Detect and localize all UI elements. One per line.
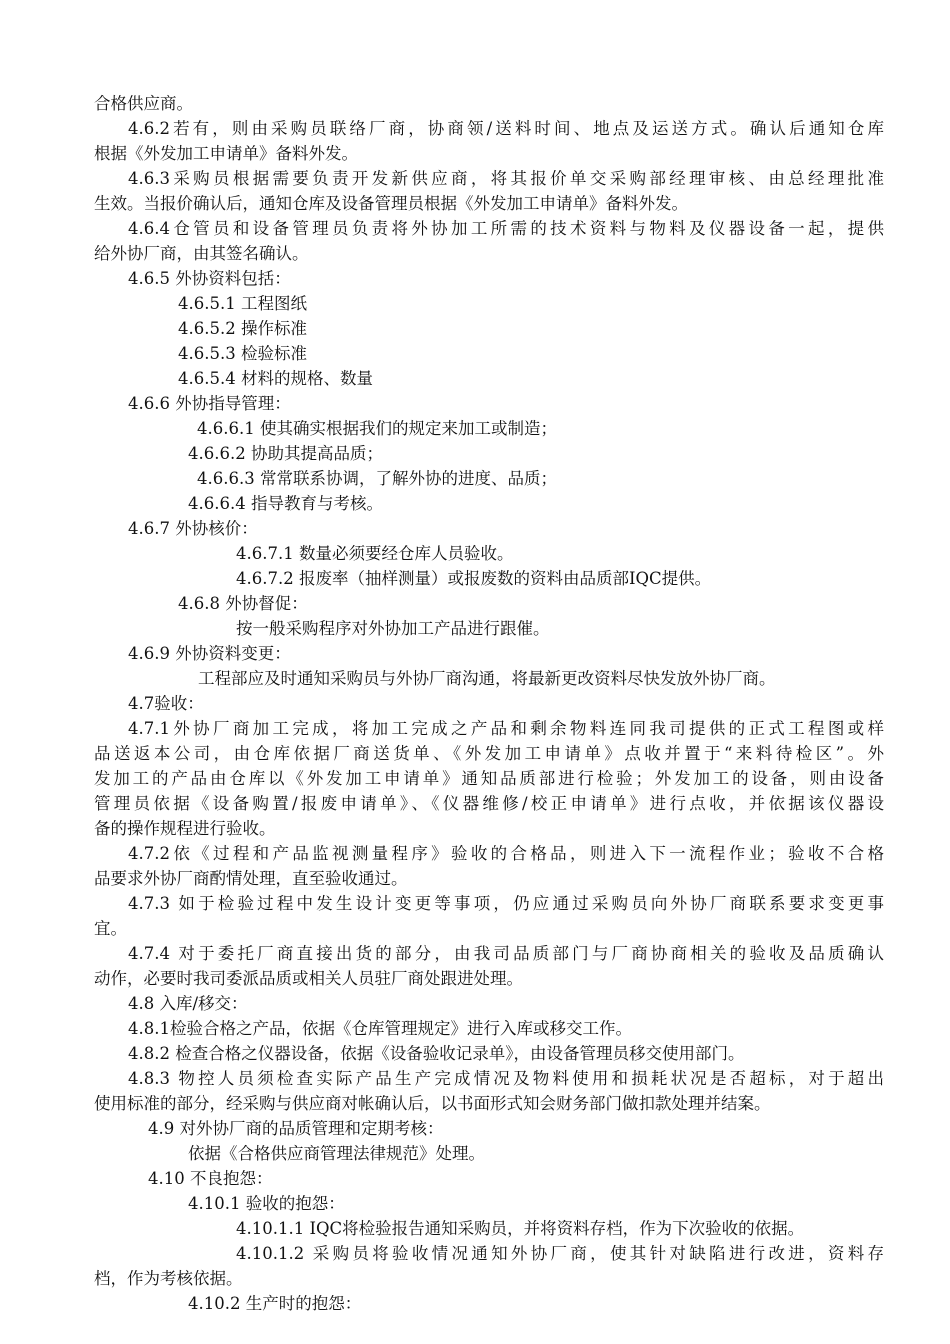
text-line: 生效。当报价确认后，通知仓库及设备管理员根据《外发加工申请单》备料外发。 xyxy=(94,194,688,213)
text-line: 4.6.6.3 常常联系协调，了解外协的进度、品质； xyxy=(197,469,557,488)
text-line: 4.8.3 物控人员须检查实际产品生产完成情况及物料使用和损耗状况是否超标，对于超出 xyxy=(128,1069,884,1088)
text-line: 4.6.7 外协核价： xyxy=(128,519,258,538)
text-line: 合格供应商。 xyxy=(94,94,193,113)
text-line: 4.6.6.2 协助其提高品质； xyxy=(188,444,383,463)
text-line: 宜。 xyxy=(94,919,127,938)
text-line: 4.6.3采购员根据需要负责开发新供应商，将其报价单交采购部经理审核、由总经理批准 xyxy=(128,169,884,188)
text-line: 4.6.7.1 数量必须要经仓库人员验收。 xyxy=(236,544,514,563)
text-line: 4.7.4 对于委托厂商直接出货的部分，由我司品质部门与厂商协商相关的验收及品质确认 xyxy=(128,944,884,963)
text-line: 4.6.9 外协资料变更： xyxy=(128,644,291,663)
text-line: 4.7验收： xyxy=(128,694,204,713)
text-line: 4.6.7.2 报废率（抽样测量）或报废数的资料由品质部IQC提供。 xyxy=(236,569,712,588)
text-line: 4.6.8 外协督促： xyxy=(178,594,308,613)
text-line: 4.7.2依《过程和产品监视测量程序》验收的合格品，则进入下一流程作业；验收不合格 xyxy=(128,844,884,863)
text-line: 使用标准的部分，经采购与供应商对帐确认后，以书面形式知会财务部门做扣款处理并结案。 xyxy=(94,1094,771,1113)
text-line: 4.6.5 外协资料包括： xyxy=(128,269,291,288)
text-line: 4.8.1检验合格之产品，依据《仓库管理规定》进行入库或移交工作。 xyxy=(128,1019,632,1038)
text-line: 4.8.2 检查合格之仪器设备，依据《设备验收记录单》，由设备管理员移交使用部门。 xyxy=(128,1044,745,1063)
text-line: 给外协厂商，由其签名确认。 xyxy=(94,244,309,263)
text-line: 4.6.6 外协指导管理： xyxy=(128,394,291,413)
text-line: 工程部应及时通知采购员与外协厂商沟通，将最新更改资料尽快发放外协厂商。 xyxy=(198,669,776,688)
text-line: 4.9 对外协厂商的品质管理和定期考核： xyxy=(148,1119,444,1138)
text-line: 按一般采购程序对外协加工产品进行跟催。 xyxy=(236,619,550,638)
text-line: 根据《外发加工申请单》备料外发。 xyxy=(94,144,358,163)
text-line: 4.6.5.4 材料的规格、数量 xyxy=(178,369,373,388)
text-line: 4.6.5.2 操作标准 xyxy=(178,319,307,338)
text-line: 依据《合格供应商管理法律规范》处理。 xyxy=(188,1144,485,1163)
text-line: 4.6.6.1 使其确实根据我们的规定来加工或制造； xyxy=(197,419,557,438)
text-line: 4.6.5.1 工程图纸 xyxy=(178,294,307,313)
text-line: 4.6.2若有，则由采购员联络厂商，协商领/送料时间、地点及运送方式。确认后通知仓库 xyxy=(128,119,884,138)
text-line: 4.10.2 生产时的抱怨： xyxy=(188,1294,362,1313)
text-line: 4.6.6.4 指导教育与考核。 xyxy=(188,494,383,513)
text-line: 品送返本公司，由仓库依据厂商送货单、《外发加工申请单》点收并置于“来料待检区”。外 xyxy=(94,744,884,763)
text-line: 4.7.1外协厂商加工完成，将加工完成之产品和剩余物料连同我司提供的正式工程图或样 xyxy=(128,719,884,738)
text-line: 4.10.1 验收的抱怨： xyxy=(188,1194,345,1213)
text-line: 动作，必要时我司委派品质或相关人员驻厂商处跟进处理。 xyxy=(94,969,523,988)
text-line: 4.10 不良抱怨： xyxy=(148,1169,273,1188)
text-line: 4.8 入库/移交： xyxy=(128,994,248,1013)
text-line: 4.10.1.2 采购员将验收情况通知外协厂商，使其针对缺陷进行改进，资料存 xyxy=(236,1244,884,1263)
text-line: 4.6.5.3 检验标准 xyxy=(178,344,307,363)
text-line: 4.6.4仓管员和设备管理员负责将外协加工所需的技术资料与物料及仪器设备一起，提供 xyxy=(128,219,884,238)
text-line: 备的操作规程进行验收。 xyxy=(94,819,276,838)
text-line: 发加工的产品由仓库以《外发加工申请单》通知品质部进行检验；外发加工的设备，则由设备 xyxy=(94,769,884,788)
text-line: 管理员依据《设备购置/报废申请单》、《仪器维修/校正申请单》进行点收，并依据该仪器设 xyxy=(94,794,884,813)
text-line: 档，作为考核依据。 xyxy=(94,1269,243,1288)
text-line: 品要求外协厂商酌情处理，直至验收通过。 xyxy=(94,869,408,888)
text-line: 4.10.1.1 IQC将检验报告通知采购员，并将资料存档，作为下次验收的依据。 xyxy=(236,1219,805,1238)
text-line: 4.7.3 如于检验过程中发生设计变更等事项，仍应通过采购员向外协厂商联系要求变更事 xyxy=(128,894,884,913)
